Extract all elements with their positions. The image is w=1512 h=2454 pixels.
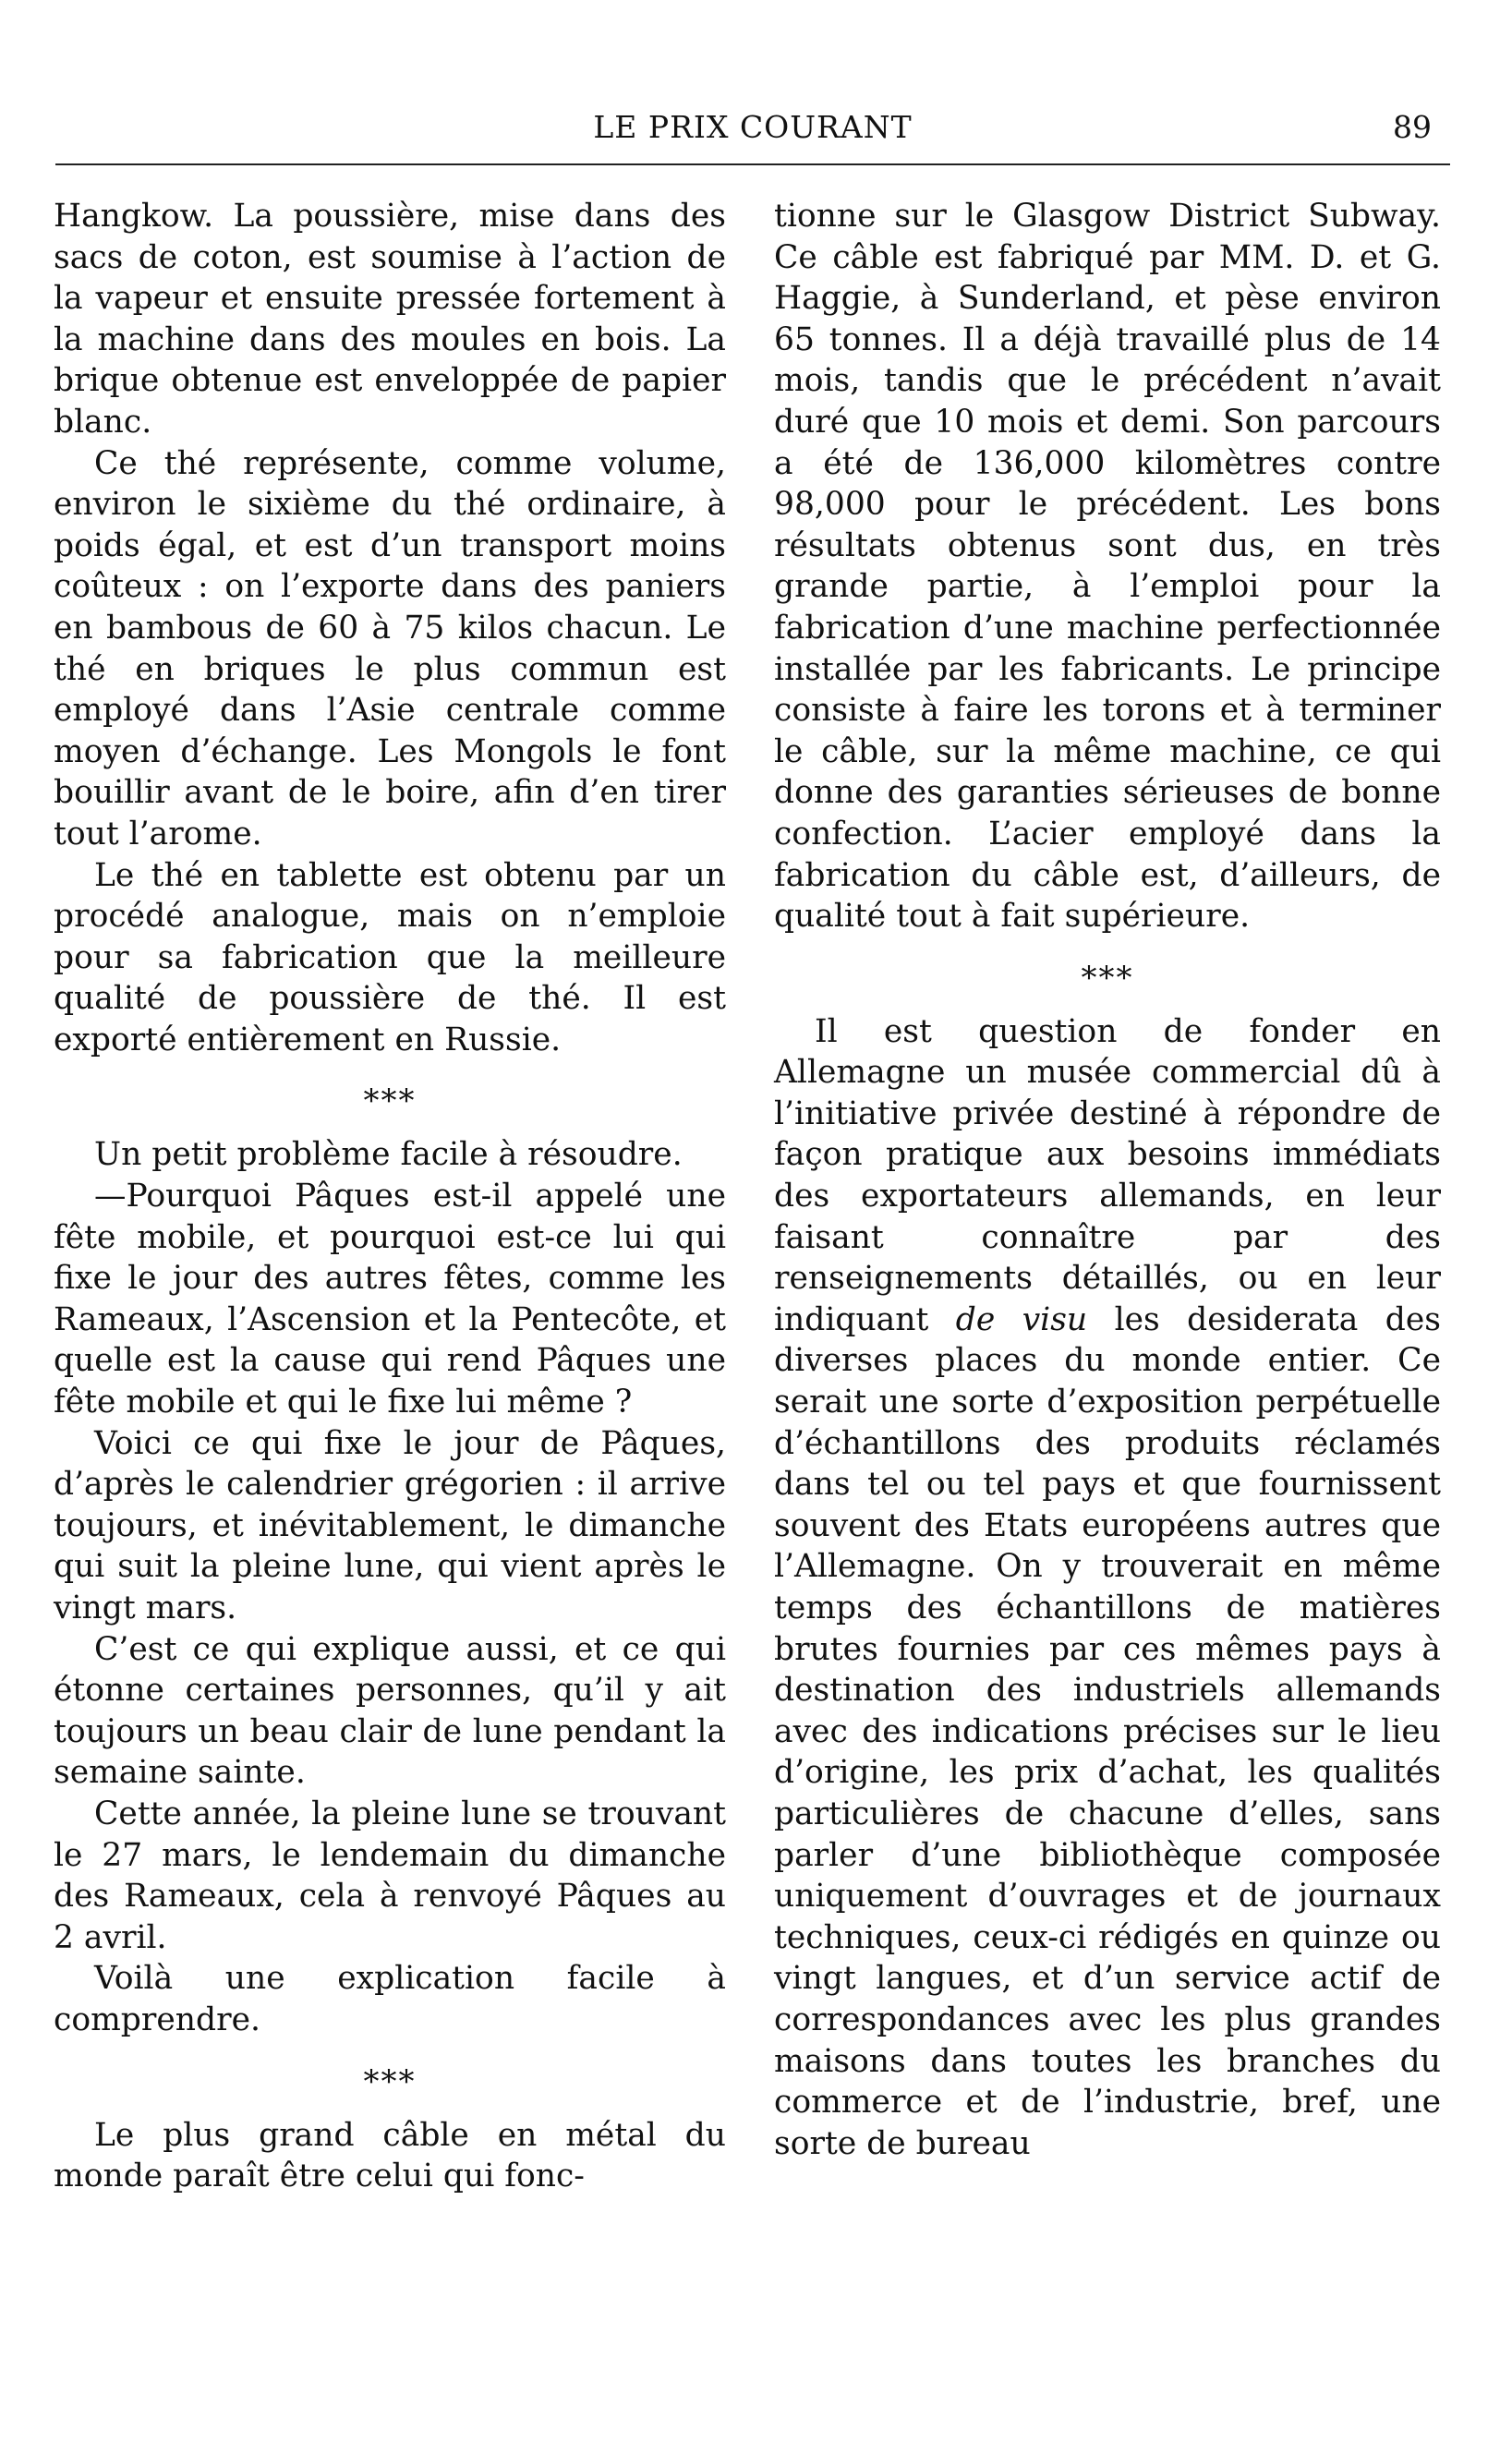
paragraph-commercial-museum: Il est question de fonder en Allemagne un musée commercial dû à l’initiative privée destiné à répondre de façon pratique aux besoins immédiats des exportateurs allemands, en leur faisant connaître par des renseignements détaillés, ou en leur indiquant de visu les desiderata des diverses places du monde entier. Ce serait une sorte d’exposition perpétuelle d’échantillons des produits réclamés dans tel ou tel pays et que fournissent souvent des Etats européens autres que l’Allemagne. On y trouverait en même temps des échantillons de matières brutes fournies par ces mêmes pays à destination des industriels allemands avec des indications précises sur le lieu d’origine, les prix d’achat, les qualités particulières de chacune d’elles, sans parler d’une bibliothèque composée uniquement d’ouvrages et de journaux techniques, ceux-ci rédigés en quinze ou vingt langues, et d’un service actif de correspondances avec les plus grandes maisons dans toutes les branches du commerce et de l’industrie, bref, une sorte de bureau <box>774 1012 1442 2162</box>
left-column <box>54 196 726 2197</box>
paragraph-holy-week-moon: C’est ce qui explique aussi, et ce qui étonne certaines personnes, qu’il y ait toujours un beau clair de lune pendant la semaine sainte. <box>54 1630 726 1792</box>
paragraph-easter-question: —Pourquoi Pâques est-il appelé une fête mobile, et pourquoi est-ce lui qui fixe le jour des autres fêtes, comme les Rameaux, l’Ascension et la Pentecôte, et quelle est la cause qui rend Pâques une fête mobile et qui le fixe lui même ? <box>54 1178 726 1421</box>
page-number: 89 <box>1393 109 1432 145</box>
paragraph-cable-continued: tionne sur le Glasgow District Subway. Ce câble est fabriqué par MM. D. et G. Haggie, à Sunderland, et pèse environ 65 tonnes. Il a déjà travaillé plus de 14 mois, tandis que le précédent n’avait duré que 10 mois et demi. Son parcours a été de 136,000 kilomètres contre 98,000 pour le précédent. Les bons résultats obtenus sont dus, en très grande partie, à l’emploi pour la fabrication d’une machine perfectionnée installée par les fabricants. Le principe consiste à faire les torons et à terminer le câble, sur la même machine, ce qui donne des garanties sérieuses de bonne confection. L’acier employé dans la fabrication du câble est, d’ailleurs, de qualité tout à fait supérieure. <box>774 198 1441 936</box>
paragraph-explanation: Voilà une explication facile à comprendre. <box>54 1960 726 2038</box>
paragraph-brick-tea-end: Hangkow. La poussière, mise dans des sacs de coton, est soumise à l’action de la vapeur et ensuite pressée fortement à la machine dans des moules en bois. La brique obtenue est enveloppée de papier blanc. <box>54 198 726 441</box>
paragraph-problem-intro: Un petit problème facile à résoudre. <box>94 1136 683 1174</box>
paragraph-tea-volume: Ce thé représente, comme volume, environ le sixième du thé ordinaire, à poids égal, et est d’un transport moins coûteux : on l’exporte dans des paniers en bambous de 60 à 75 kilos chacun. Le thé en briques le plus commun est employé dans l’Asie centrale comme moyen d’échange. Les Mongols le font bouillir avant de le boire, afin d’en tirer tout l’arome. <box>54 444 726 852</box>
paragraph-easter-answer: Voici ce qui fixe le jour de Pâques, d’après le calendrier grégorien : il arrive toujours, et inévitablement, le dimanche qui suit la pleine lune, qui vient après le vingt mars. <box>54 1424 726 1626</box>
running-title: LE PRIX COURANT <box>593 109 913 145</box>
header-rule <box>55 163 1450 165</box>
right-column <box>774 196 1441 2164</box>
paragraph-tablet-tea: Le thé en tablette est obtenu par un procédé analogue, mais on n’emploie pour sa fabrication que la meilleure qualité de poussière de thé. Il est exporté entièrement en Russie. <box>54 856 726 1058</box>
section-separator: *** <box>363 1082 417 1120</box>
page-header <box>55 109 1450 164</box>
italic-phrase: de visu <box>955 1300 1088 1338</box>
section-separator: *** <box>1081 959 1134 997</box>
paragraph-cable-start: Le plus grand câble en métal du monde paraît être celui qui fonc- <box>54 2116 726 2195</box>
section-separator: *** <box>363 2062 417 2100</box>
paragraph-this-year: Cette année, la pleine lune se trouvant le 27 mars, le lendemain du dimanche des Rameaux, cela à renvoyé Pâques au 2 avril. <box>54 1795 726 1956</box>
